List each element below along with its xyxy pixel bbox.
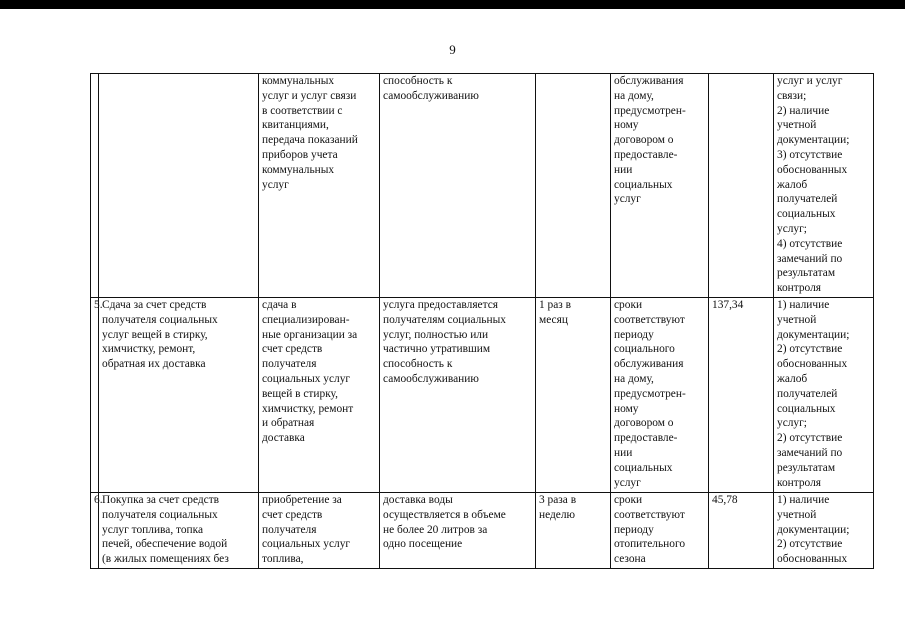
service-condition: способность к самообслуживанию: [380, 74, 536, 298]
service-frequency: 1 раз в месяц: [536, 298, 611, 493]
service-content: коммунальных услуг и услуг связи в соответствии с квитанциями, передача показаний приборов учета коммунальных услуг: [259, 74, 380, 298]
service-content: приобретение за счет средств получателя социальных услуг топлива,: [259, 493, 380, 569]
services-table: [90, 73, 874, 569]
service-price: 45,78: [709, 493, 774, 569]
scan-top-border: [0, 0, 905, 9]
quality-criteria: услуг и услуг связи; 2) наличие учетной документации; 3) отсутствие обоснованных жалоб получателей социальных услуг; 4) отсутствие замечаний по результатам контроля: [774, 74, 874, 298]
row-number: 6.: [91, 493, 99, 569]
service-frequency: [536, 74, 611, 298]
service-terms: сроки соответствуют периоду отопительного сезона: [611, 493, 709, 569]
service-condition: доставка воды осуществляется в объеме не более 20 литров за одно посещение: [380, 493, 536, 569]
page-number: 9: [449, 42, 456, 57]
service-terms: обслуживания на дому, предусмотрен- ному договором о предоставле- нии социальных услуг: [611, 74, 709, 298]
quality-criteria: 1) наличие учетной документации; 2) отсутствие обоснованных: [774, 493, 874, 569]
service-condition: услуга предоставляется получателям социальных услуг, полностью или частично утратившим способность к самообслуживанию: [380, 298, 536, 493]
row-number: [91, 74, 99, 298]
table-row: [91, 493, 874, 569]
service-content: сдача в специализирован- ные организации за счет средств получателя социальных услуг вещей в стирку, химчистку, ремонт и обратная доставка: [259, 298, 380, 493]
table-row: [91, 74, 874, 298]
service-name: [99, 74, 259, 298]
service-price: [709, 74, 774, 298]
service-name: Сдача за счет средств получателя социальных услуг вещей в стирку, химчистку, ремонт, обратная их доставка: [99, 298, 259, 493]
service-terms: сроки соответствуют периоду социального обслуживания на дому, предусмотрен- ному договором о предоставле- нии социальных услуг: [611, 298, 709, 493]
quality-criteria: 1) наличие учетной документации; 2) отсутствие обоснованных жалоб получателей социальных услуг; 2) отсутствие замечаний по результатам контроля: [774, 298, 874, 493]
service-frequency: 3 раза в неделю: [536, 493, 611, 569]
row-number: 5.: [91, 298, 99, 493]
table-row: [91, 298, 874, 493]
service-name: Покупка за счет средств получателя социальных услуг топлива, топка печей, обеспечение водой (в жилых помещениях без: [99, 493, 259, 569]
service-price: 137,34: [709, 298, 774, 493]
